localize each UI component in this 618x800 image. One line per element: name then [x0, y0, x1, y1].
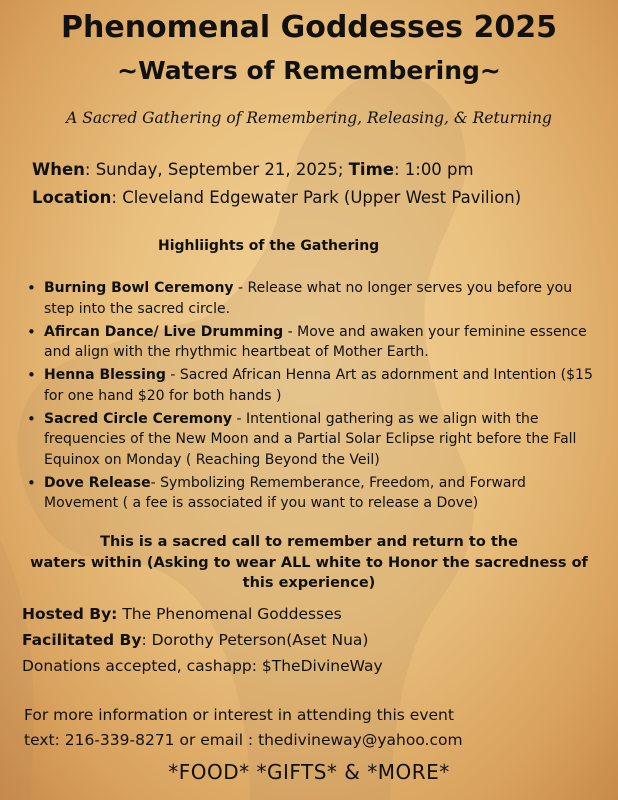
when-line	[32, 160, 474, 179]
highlight-text: - Intentional gathering as we align with the frequencies of the New Moon and a Partial Solar Eclipse right before the Fall Equinox on Monday ( Reaching Beyond the Veil)	[44, 410, 577, 468]
when-value: : Sunday, September 21, 2025;	[84, 160, 349, 179]
event-subtitle: ~Waters of Remembering~	[117, 56, 501, 85]
sacred-call-line: This is a sacred call to remember and return to the	[100, 534, 518, 550]
sacred-call-line: this experience)	[242, 575, 376, 591]
contact-line: For more information or interest in attending this event	[24, 706, 454, 724]
highlight-name: Afircan Dance/ Live Drumming	[44, 323, 284, 340]
event-tagline: A Sacred Gathering of Remembering, Releasing, & Returning	[66, 109, 552, 127]
highlights-heading: Highliights of the Gathering	[158, 238, 380, 254]
highlight-text: - Release what no longer serves you before you step into the sacred circle.	[44, 280, 573, 317]
location-value: : Cleveland Edgewater Park (Upper West Pavilion)	[111, 188, 522, 207]
donations-line: Donations accepted, cashapp: $TheDivineWay	[22, 657, 383, 675]
time-label: Time	[348, 160, 394, 179]
hosted-label: Hosted By:	[22, 605, 118, 623]
highlight-item	[24, 409, 594, 471]
hosted-line	[22, 605, 342, 623]
highlight-text: - Symbolizing Rememberance, Freedom, and Forward Movement ( a fee is associated if you want to release a Dove)	[44, 474, 526, 511]
time-value: : 1:00 pm	[393, 160, 474, 179]
highlight-item	[24, 322, 594, 363]
highlight-text: - Move and awaken your feminine essence and align with the rhythmic heartbeat of Mother Earth.	[44, 323, 587, 360]
highlight-text: - Sacred African Henna Art as adornment and Intention ($15 for one hand $20 for both hands )	[44, 367, 593, 404]
highlight-name: Henna Blessing	[44, 367, 166, 383]
footer-banner: *FOOD* *GIFTS* & *MORE*	[168, 760, 450, 784]
facilitated-label: Facilitated By	[22, 631, 142, 649]
highlight-item	[24, 365, 594, 406]
hosted-value: The Phenomenal Goddesses	[117, 605, 342, 623]
highlight-item	[24, 473, 594, 514]
sacred-call	[0, 532, 618, 594]
highlight-name: Sacred Circle Ceremony	[44, 410, 233, 427]
contact-line: text: 216-339-8271 or email : thedivineway@yahoo.com	[24, 731, 463, 749]
event-title: Phenomenal Goddesses 2025	[61, 10, 557, 45]
highlights-list	[24, 278, 594, 516]
facilitated-value: : Dorothy Peterson(Aset Nua)	[141, 631, 369, 649]
sacred-call-line: waters within (Asking to wear ALL white to Honor the sacredness of	[30, 554, 588, 571]
facilitated-line	[22, 631, 368, 649]
highlight-item	[24, 278, 594, 319]
highlight-name: Burning Bowl Ceremony	[44, 280, 234, 296]
when-label: When	[32, 160, 85, 179]
location-line	[32, 188, 521, 207]
highlight-name: Dove Release	[44, 474, 151, 491]
location-label: Location	[32, 188, 112, 207]
